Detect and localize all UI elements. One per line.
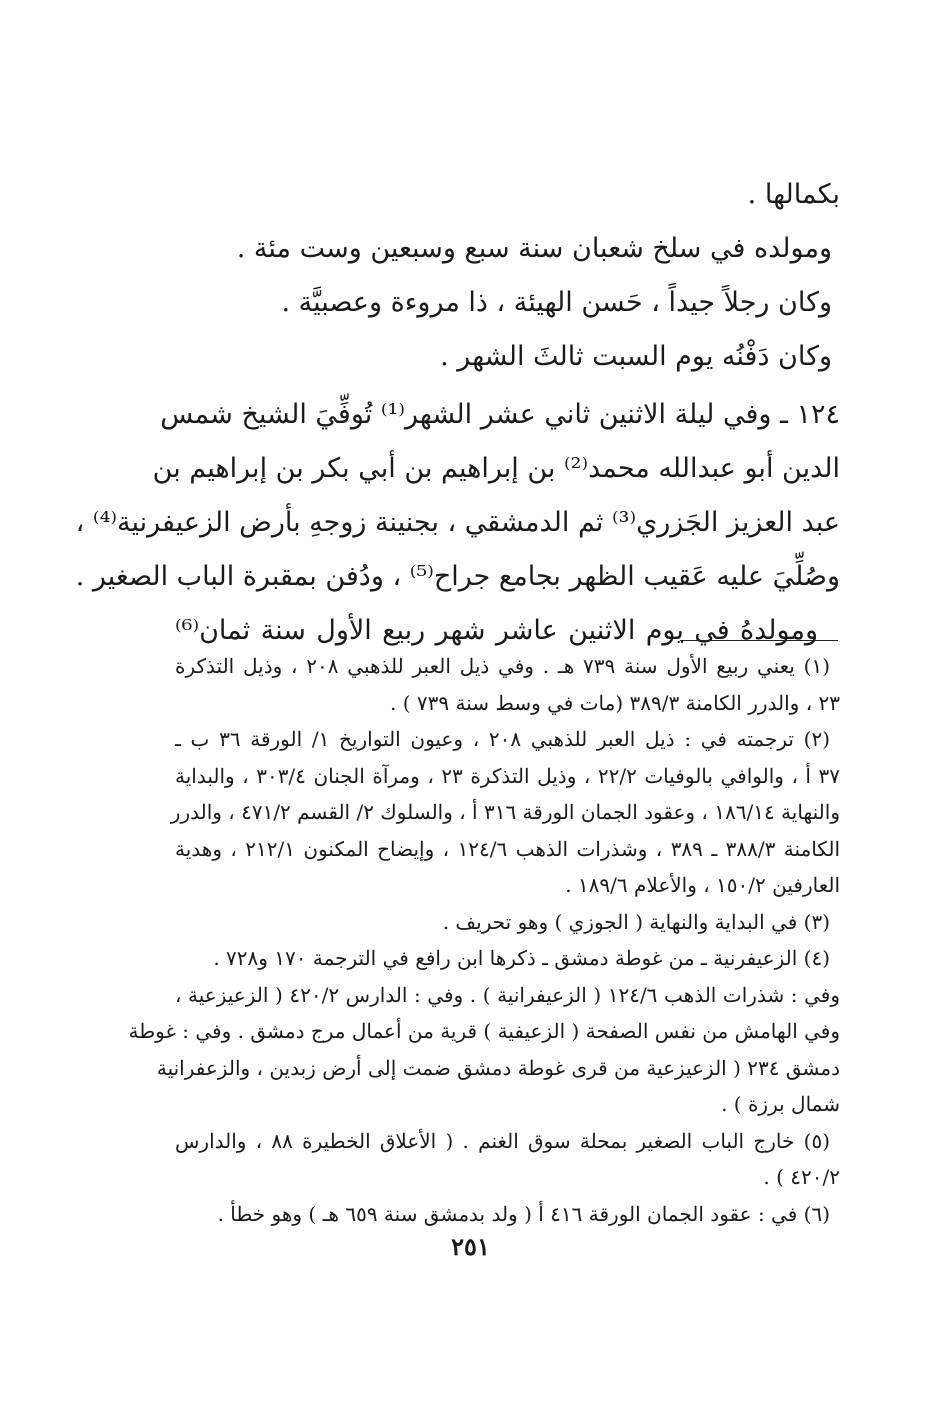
footnotes	[128, 648, 841, 1232]
body-line-5: ١٢٤ ـ وفي ليلة الاثنين ثاني عشر الشهر⁽¹⁾ تُوفِّيَ الشيخ شمس	[160, 399, 840, 430]
footnote-line: العارفين ١٥٠/٢ ، والأعلام ١٨٩/٦ .	[565, 873, 840, 897]
footnote-line: (٢) ترجمته في : ذيل العبر للذهبي ٢٠٨ ، وعيون التواريخ ١/ الورقة ٣٦ ب ـ	[175, 727, 830, 751]
body-line-8: وصُلِّيَ عليه عَقيب الظهر بجامع جراح⁽⁵⁾ ، ودُفن بمقبرة الباب الصغير .	[75, 561, 840, 592]
footnote-line: وفي : شذرات الذهب ١٢٤/٦ ( الزعيفرانية ) . وفي : الدارس ٤٢٠/٢ ( الزعيزعية ،	[175, 982, 840, 1007]
footnote-line: (٣) في البداية والنهاية ( الجوزي ) وهو تحريف .	[442, 909, 830, 934]
body-line-7: عبد العزيز الجَزري⁽³⁾ ثم الدمشقي ، بجنينة زوجهِ بأرض الزعيفرنية⁽⁴⁾ ،	[75, 507, 840, 538]
footnote-line: (٥) خارج الباب الصغير بمحلة سوق الغنم . ( الأعلاق الخطيرة ٨٨ ، والدارس	[175, 1128, 830, 1153]
footnote-line: ٤٢٠/٢ ) .	[763, 1165, 840, 1189]
footnote-line: وفي الهامش من نفس الصفحة ( الزعيفية ) قرية من أعمال مرج دمشق . وفي : غوطة	[128, 1019, 840, 1043]
footnote-separator	[680, 640, 838, 641]
footnote-line: (٦) في : عقود الجمان الورقة ٤١٦ أ ( ولد بدمشق سنة ٦٥٩ هـ ) وهو خطأ .	[217, 1201, 830, 1226]
footnote-line: شمال برزة ) .	[721, 1092, 840, 1116]
footnote-line: الكامنة ٣٨٨/٣ ـ ٣٨٩ ، وشذرات الذهب ١٢٤/٦ ، وإيضاح المكنون ٢١٢/١ ، وهدية	[175, 836, 841, 861]
body-line-6: الدين أبو عبدالله محمد⁽²⁾ بن إبراهيم بن أبي بكر بن إبراهيم بن	[152, 453, 840, 484]
footnote-line: دمشق ٢٣٤ ( الزعيزعية من قرى غوطة دمشق ضمت إلى أرض زبدين ، والزعفرانية	[156, 1055, 840, 1080]
body-line-4: وكان دَفْنُه يوم السبت ثالثَ الشهر .	[440, 341, 832, 372]
footnote-line: ٣٧ أ ، والوافي بالوفيات ٢٢/٢ ، وذيل التذكرة ٢٣ ، ومرآة الجنان ٣٠٣/٤ ، والبداية	[175, 763, 840, 788]
footnote-line: والنهاية ١٨٦/١٤ ، وعقود الجمان الورقة ٣١٦ أ ، والسلوك ٢/ القسم ٤٧١/٢ ، والدرر	[170, 800, 840, 824]
footnote-line: (١) يعني ربيع الأول سنة ٧٣٩ هـ . وفي ذيل العبر للذهبي ٢٠٨ ، وذيل التذكرة	[175, 654, 831, 678]
page-number: ٢٥١	[451, 1232, 490, 1261]
body-line-2: ومولده في سلخ شعبان سنة سبع وسبعين وست مئة .	[236, 233, 832, 264]
body-line-9: ومولدهُ في يوم الاثنين عاشر شهر ربيع الأول سنة ثمان⁽⁶⁾	[175, 615, 818, 646]
footnote-line: (٤) الزعيفرنية ـ من غوطة دمشق ـ ذكرها ابن رافع في الترجمة ١٧٠ و٧٢٨ .	[213, 946, 830, 970]
main-text	[75, 168, 840, 658]
body-line-1: بكمالها .	[747, 179, 840, 210]
footnote-line: ٢٣ ، والدرر الكامنة ٣٨٩/٣ (مات في وسط سنة ٧٣٩ ) .	[390, 690, 840, 715]
body-line-3: وكان رجلاً جيداً ، حَسن الهيئة ، ذا مروءة وعصبيَّة .	[281, 287, 832, 318]
